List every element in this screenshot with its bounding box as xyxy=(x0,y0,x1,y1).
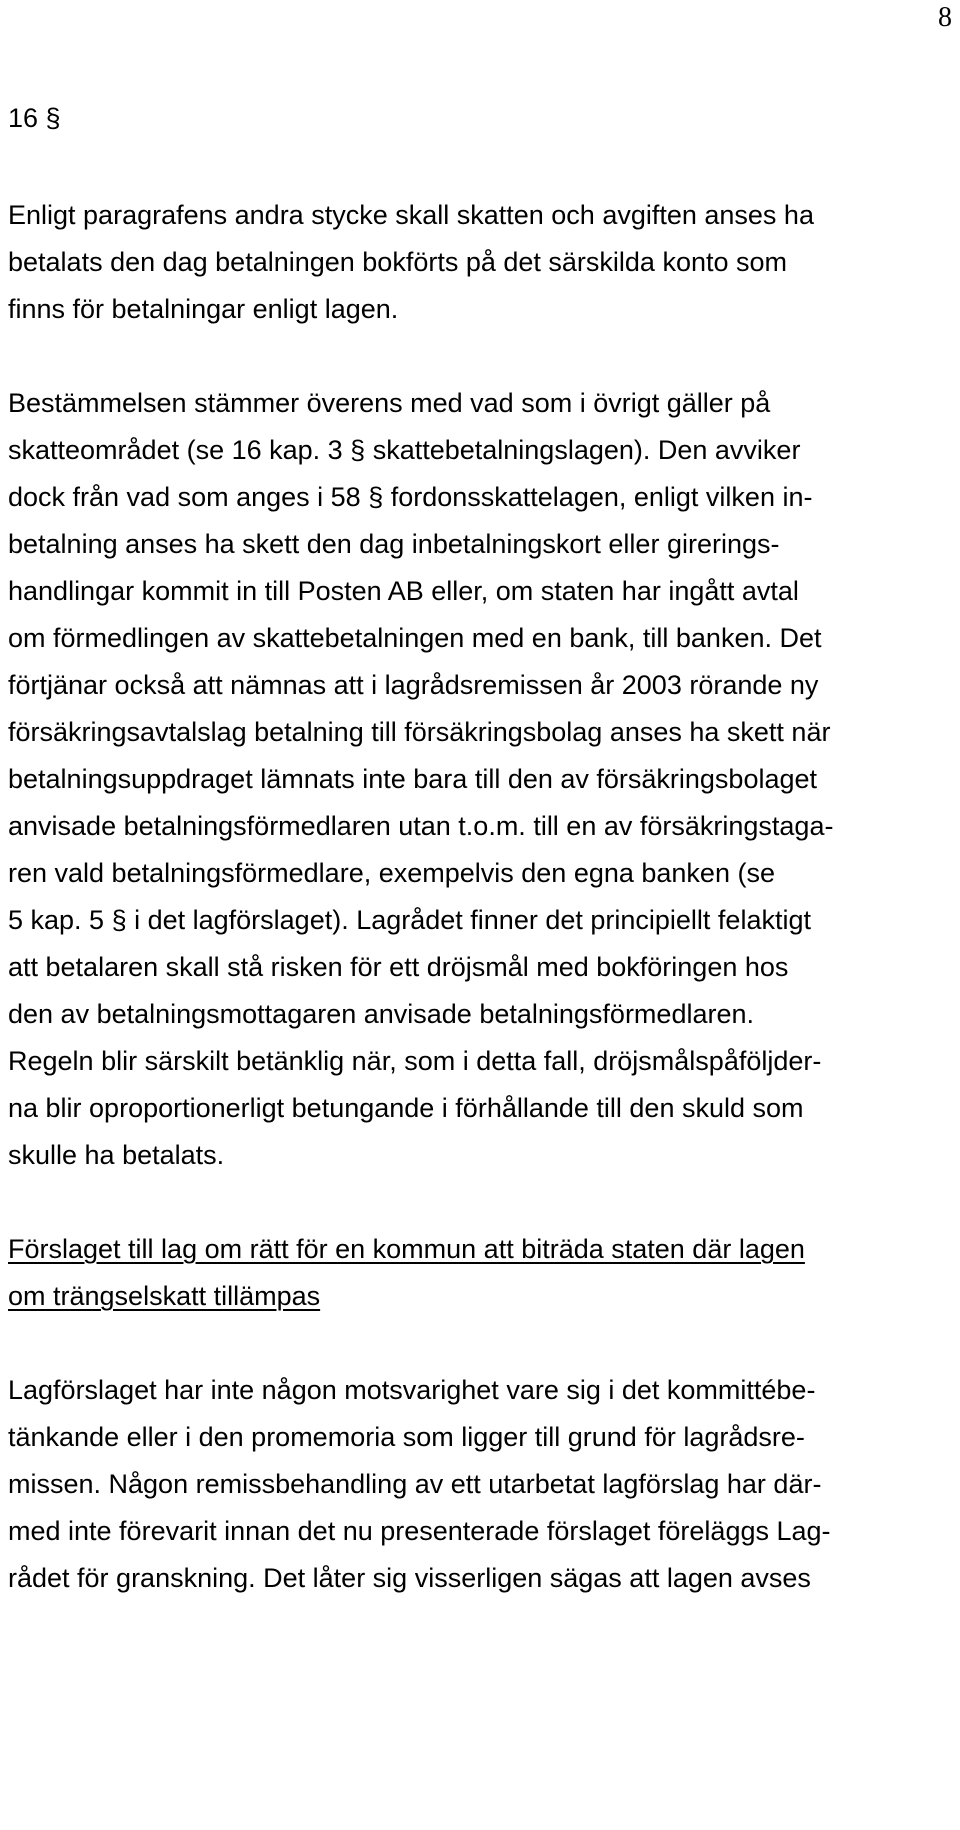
text-line: missen. Någon remissbehandling av ett utarbetat lagförslag har där- xyxy=(8,1469,822,1499)
subheading-line: Förslaget till lag om rätt för en kommun att biträda staten där lagen xyxy=(8,1234,805,1264)
text-line: försäkringsavtalslag betalning till försäkringsbolag anses ha skett när xyxy=(8,717,831,747)
text-line: betalning anses ha skett den dag inbetalningskort eller girerings- xyxy=(8,529,780,559)
text-line: om förmedlingen av skattebetalningen med en bank, till banken. Det xyxy=(8,623,822,653)
text-line: skatteområdet (se 16 kap. 3 § skattebetalningslagen). Den avviker xyxy=(8,435,801,465)
text-line: rådet för granskning. Det låter sig visserligen sägas att lagen avses xyxy=(8,1563,811,1593)
text-line: Enligt paragrafens andra stycke skall skatten och avgiften anses ha xyxy=(8,200,814,230)
page-number: 8 xyxy=(938,2,952,33)
text-line: betalningsuppdraget lämnats inte bara till den av försäkringsbolaget xyxy=(8,764,818,794)
text-line: ren vald betalningsförmedlare, exempelvis den egna banken (se xyxy=(8,858,775,888)
text-line: na blir oproportionerligt betungande i förhållande till den skuld som xyxy=(8,1093,804,1123)
text-line: med inte förevarit innan det nu presenterade förslaget föreläggs Lag- xyxy=(8,1516,831,1546)
text-line: förtjänar också att nämnas att i lagrådsremissen år 2003 rörande ny xyxy=(8,670,819,700)
text-line: Bestämmelsen stämmer överens med vad som i övrigt gäller på xyxy=(8,388,771,418)
text-line: dock från vad som anges i 58 § fordonsskattelagen, enligt vilken in- xyxy=(8,482,813,512)
text-line: anvisade betalningsförmedlaren utan t.o.m. till en av försäkringstaga- xyxy=(8,811,834,841)
text-line: tänkande eller i den promemoria som ligger till grund för lagrådsre- xyxy=(8,1422,805,1452)
text-line: betalats den dag betalningen bokförts på det särskilda konto som xyxy=(8,247,788,277)
subheading-line: om trängselskatt tillämpas xyxy=(8,1281,321,1311)
section-heading: 16 § xyxy=(8,103,61,133)
text-line: Lagförslaget har inte någon motsvarighet vare sig i det kommittébe- xyxy=(8,1375,816,1405)
text-line: skulle ha betalats. xyxy=(8,1140,225,1170)
text-line: Regeln blir särskilt betänklig när, som i detta fall, dröjsmålspåföljder- xyxy=(8,1046,822,1076)
text-line: att betalaren skall stå risken för ett dröjsmål med bokföringen hos xyxy=(8,952,789,982)
text-line: handlingar kommit in till Posten AB eller, om staten har ingått avtal xyxy=(8,576,799,606)
text-line: 5 kap. 5 § i det lagförslaget). Lagrådet finner det principiellt felaktigt xyxy=(8,905,811,935)
text-line: den av betalningsmottagaren anvisade betalningsförmedlaren. xyxy=(8,999,754,1029)
text-line: finns för betalningar enligt lagen. xyxy=(8,294,399,324)
